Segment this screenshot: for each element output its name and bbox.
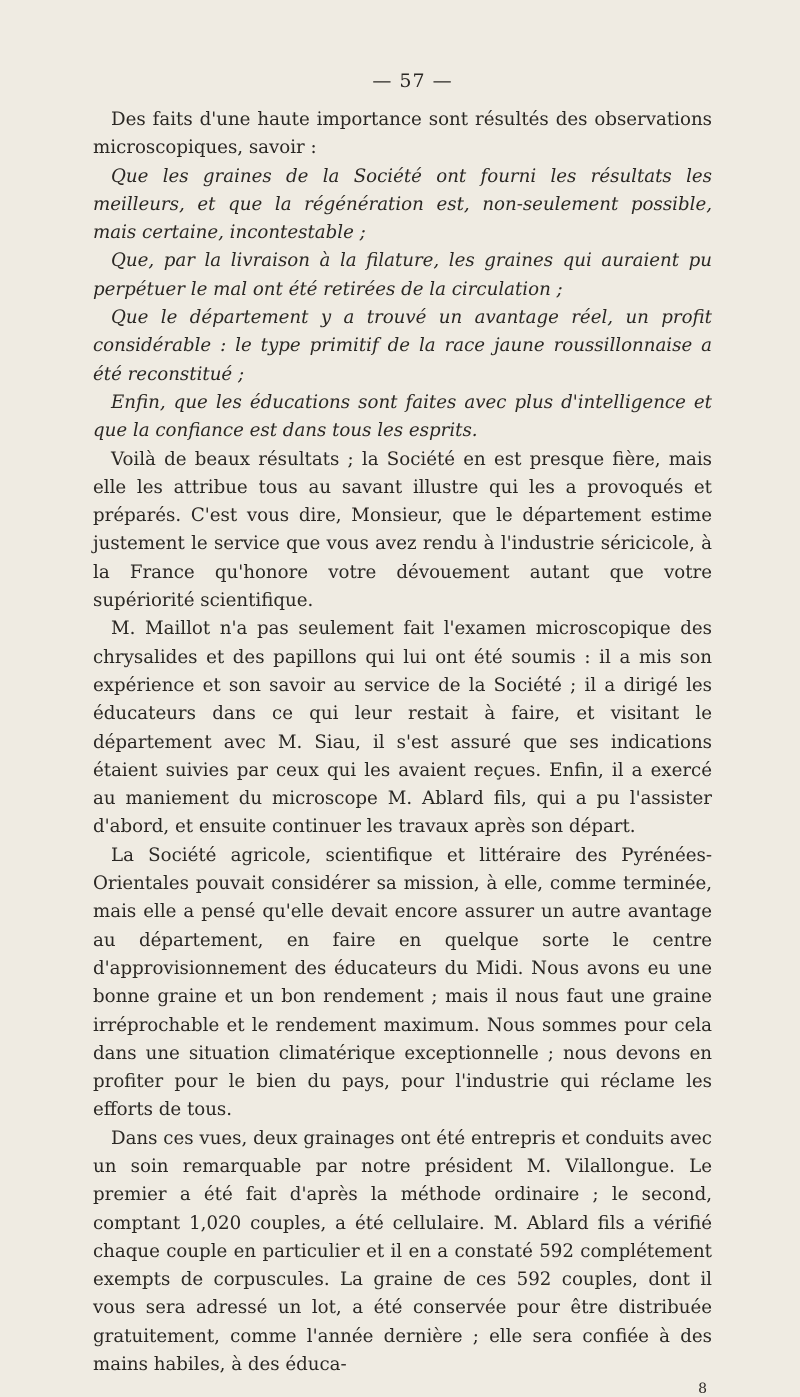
paragraph: Des faits d'une haute importance sont résultés des observations microscopiques, savoir :: [93, 109, 712, 159]
paragraph: Que les graines de la Société ont fourni les résultats les meilleurs, et que la régénération est, non-seulement possible, mais certaine, incontestable ;: [93, 165, 712, 244]
signature-mark: 8: [698, 1381, 707, 1397]
paragraph: Voilà de beaux résultats ; la Société en est presque fière, mais elle les attribue tous au savant illustre qui les a provoqués et préparés. C'est vous dire, Monsieur, que le département estime justement le service que vous avez rendu à l'industrie séricicole, à la France qu'honore votre dévouement autant que votre supériorité scientifique.: [93, 448, 712, 612]
paragraph: La Société agricole, scientifique et littéraire des Pyrénées-Orientales pouvait considérer sa mission, à elle, comme terminée, mais elle a pensé qu'elle devait encore assurer un autre avantage au département, en faire en quelque sorte le centre d'approvisionnement des éducateurs du Midi. Nous avons eu une bonne graine et un bon rendement ; mais il nous faut une graine irréprochable et le rendement maximum. Nous sommes pour cela dans une situation climatérique exceptionnelle ; nous devons en profiter pour le bien du pays, pour l'industrie qui réclame les efforts de tous.: [93, 844, 712, 1121]
paragraph: Que le département y a trouvé un avantage réel, un profit considérable : le type primitif de la race jaune roussillonnaise a été reconstitué ;: [93, 307, 712, 385]
paragraph: M. Maillot n'a pas seulement fait l'examen microscopique des chrysalides et des papillons qui lui ont été soumis : il a mis son expérience et son savoir au service de la Société ; il a dirigé les éducateurs dans ce qui leur restait à faire, et visitant le département avec M. Siau, il s'est assuré que ses indications étaient suivies par ceux qui les avaient reçues. Enfin, il a exercé au maniement du microscope M. Ablard fils, qui a pu l'assister d'abord, et ensuite continuer les travaux après son départ.: [93, 618, 712, 838]
paragraph: Dans ces vues, deux grainages ont été entrepris et conduits avec un soin remarquable par notre président M. Vilallongue. Le premier a été fait d'après la méthode ordinaire ; le second, comptant 1,020 couples, a été cellulaire. M. Ablard fils a vérifié chaque couple en particulier et il en a constaté 592 complétement exempts de corpuscules. La graine de ces 592 couples, dont il vous sera adressé un lot, a été conservée pour être distribuée gratuitement, comme l'année dernière ; elle sera confiée à des mains habiles, à des éduca-: [93, 1127, 712, 1376]
paragraph: Enfin, que les éducations sont faites avec plus d'intelligence et que la confiance est dans tous les esprits.: [93, 391, 712, 442]
page-number: — 57 —: [372, 70, 453, 92]
paragraph: Que, par la livraison à la filature, les graines qui auraient pu perpétuer le mal ont été retirées de la circulation ;: [93, 250, 712, 300]
